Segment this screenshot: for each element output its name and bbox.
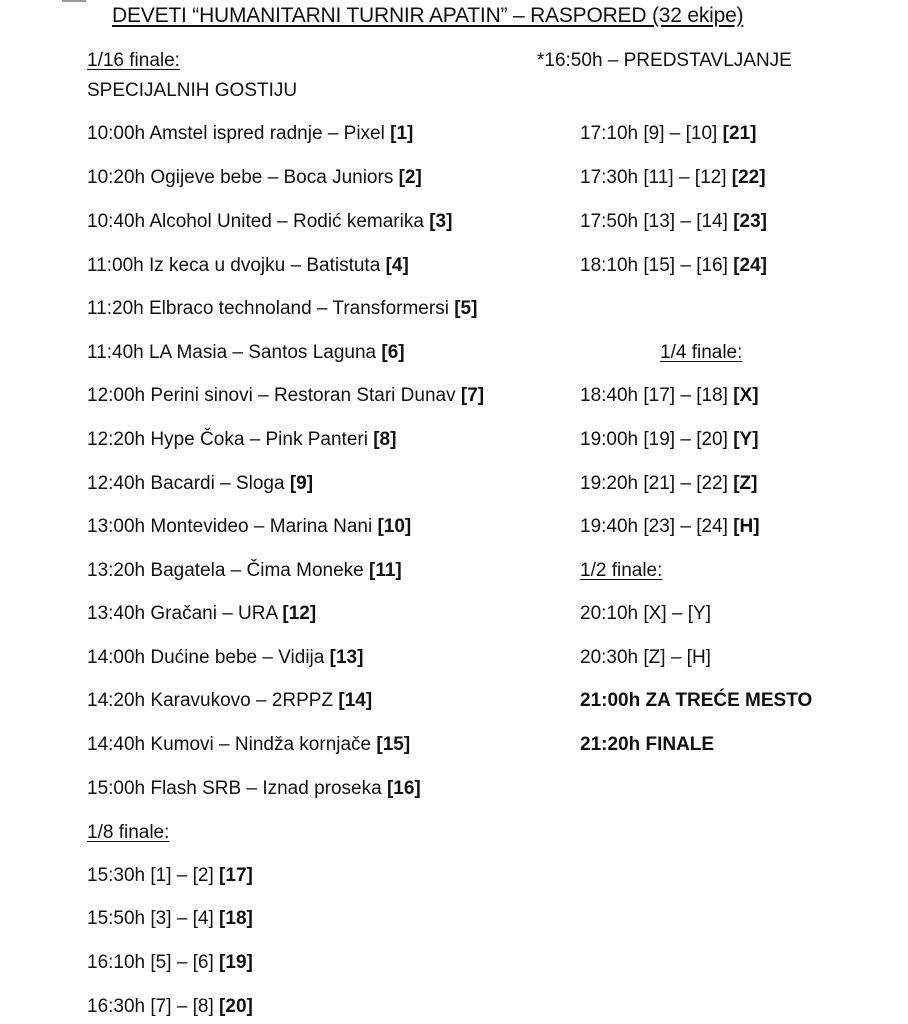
match-row [87, 341, 405, 365]
match-row [580, 602, 711, 626]
match-text: 15:50h [3] – [4] [87, 908, 214, 929]
match-code: [10] [377, 516, 412, 537]
match-code: [Z] [733, 473, 758, 494]
match-row [87, 515, 411, 539]
match-code: [9] [289, 473, 314, 494]
match-text: 15:00h Flash SRB – Iznad proseka [87, 778, 382, 799]
match-row [87, 210, 452, 234]
match-code: [15] [376, 734, 411, 755]
match-code: [H] [733, 516, 760, 537]
match-row [580, 384, 759, 408]
match-row [87, 864, 253, 888]
semi-final-heading: 1/2 finale: [580, 560, 663, 581]
match-code: [1] [390, 123, 414, 144]
match-text: 10:20h Ogijeve bebe – Boca Juniors [87, 167, 394, 188]
match-row [87, 472, 313, 496]
match-code: [3] [429, 211, 453, 232]
match-row [87, 297, 477, 321]
match-text: 17:10h [9] – [10] [580, 123, 718, 144]
match-row [87, 428, 396, 452]
match-text: 12:20h Hype Čoka – Pink Panteri [87, 429, 368, 450]
match-row [580, 472, 757, 496]
match-text: 16:10h [5] – [6] [87, 952, 214, 973]
match-code: [21] [722, 123, 757, 144]
special-guests-label: SPECIJALNIH GOSTIJU [87, 80, 298, 101]
match-text: 11:20h Elbraco technoland – Transformersi [87, 298, 449, 319]
round-16-heading: 1/16 finale: [87, 50, 180, 71]
match-text: 13:20h Bagatela – Čima Moneke [87, 560, 364, 581]
match-code: [17] [219, 865, 253, 886]
match-code: [7] [460, 385, 485, 406]
match-row [87, 907, 253, 931]
match-text: 13:40h Gračani – URA [87, 603, 278, 624]
match-code: [X] [733, 385, 759, 406]
match-text: 20:10h [X] – [Y] [580, 603, 711, 624]
match-row [87, 602, 316, 626]
match-text: 17:50h [13] – [14] [580, 211, 728, 232]
match-text: 14:40h Kumovi – Nindža kornjače [87, 734, 372, 755]
match-row [87, 646, 363, 670]
match-row [87, 166, 422, 190]
match-row [87, 384, 484, 408]
match-text: 15:30h [1] – [2] [87, 865, 214, 886]
match-code: [20] [219, 996, 253, 1017]
match-text: 18:40h [17] – [18] [580, 385, 728, 406]
match-text: 17:30h [11] – [12] [580, 167, 727, 188]
match-code: [22] [731, 167, 766, 188]
match-code: [5] [454, 298, 478, 319]
match-text: 18:10h [15] – [16] [580, 255, 728, 276]
match-code: [12] [282, 603, 317, 624]
match-row [87, 951, 253, 975]
match-text: 19:20h [21] – [22] [580, 473, 728, 494]
match-text: 20:30h [Z] – [H] [580, 647, 711, 668]
match-code: [23] [733, 211, 767, 232]
match-code: [14] [338, 690, 373, 711]
presentation-note: *16:50h – PREDSTAVLJANJE [537, 50, 792, 71]
match-code: [Y] [733, 429, 759, 450]
match-text: 12:00h Perini sinovi – Restoran Stari Dunav [87, 385, 456, 406]
match-code: [18] [219, 908, 253, 929]
match-row [87, 995, 253, 1019]
match-row [87, 559, 402, 583]
match-code: [6] [381, 342, 405, 363]
match-text: 10:40h Alcohol United – Rodić kemarika [87, 211, 424, 232]
match-row [87, 254, 409, 278]
match-text: 19:00h [19] – [20] [580, 429, 728, 450]
match-text: 12:40h Bacardi – Sloga [87, 473, 285, 494]
quarter-final-heading: 1/4 finale: [660, 342, 743, 363]
match-text: 19:40h [23] – [24] [580, 516, 728, 537]
match-row [87, 689, 372, 713]
match-code: [11] [369, 560, 402, 581]
match-row [580, 166, 766, 190]
match-text: 11:00h Iz keca u dvojku – Batistuta [87, 255, 381, 276]
match-row [580, 515, 760, 539]
match-row [580, 122, 756, 146]
match-code: [4] [385, 255, 409, 276]
match-row [87, 733, 410, 757]
page-title: DEVETI “HUMANITARNI TURNIR APATIN” – RASPORED (32 ekipe) [112, 4, 744, 27]
match-text: 13:00h Montevideo – Marina Nani [87, 516, 373, 537]
match-code: [2] [398, 167, 422, 188]
match-text: 14:00h Dućine bebe – Vidija [87, 647, 325, 668]
match-code: [13] [329, 647, 364, 668]
match-row [580, 428, 759, 452]
match-row [580, 646, 711, 670]
match-row [580, 254, 767, 278]
match-code: [8] [373, 429, 397, 450]
round-8-heading: 1/8 finale: [87, 822, 170, 843]
match-code: [19] [219, 952, 253, 973]
match-text: 11:40h LA Masia – Santos Laguna [87, 342, 377, 363]
top-edge-line [62, 0, 86, 2]
match-row [87, 777, 421, 801]
match-text: 14:20h Karavukovo – 2RPPZ [87, 690, 334, 711]
match-row [580, 210, 767, 234]
third-place-match: 21:00h ZA TREĆE MESTO [580, 690, 813, 711]
final-match: 21:20h FINALE [580, 734, 715, 755]
match-code: [24] [733, 255, 767, 276]
match-code: [16] [386, 778, 421, 799]
match-row [87, 122, 413, 146]
match-text: 10:00h Amstel ispred radnje – Pixel [87, 123, 385, 144]
match-text: 16:30h [7] – [8] [87, 996, 214, 1017]
